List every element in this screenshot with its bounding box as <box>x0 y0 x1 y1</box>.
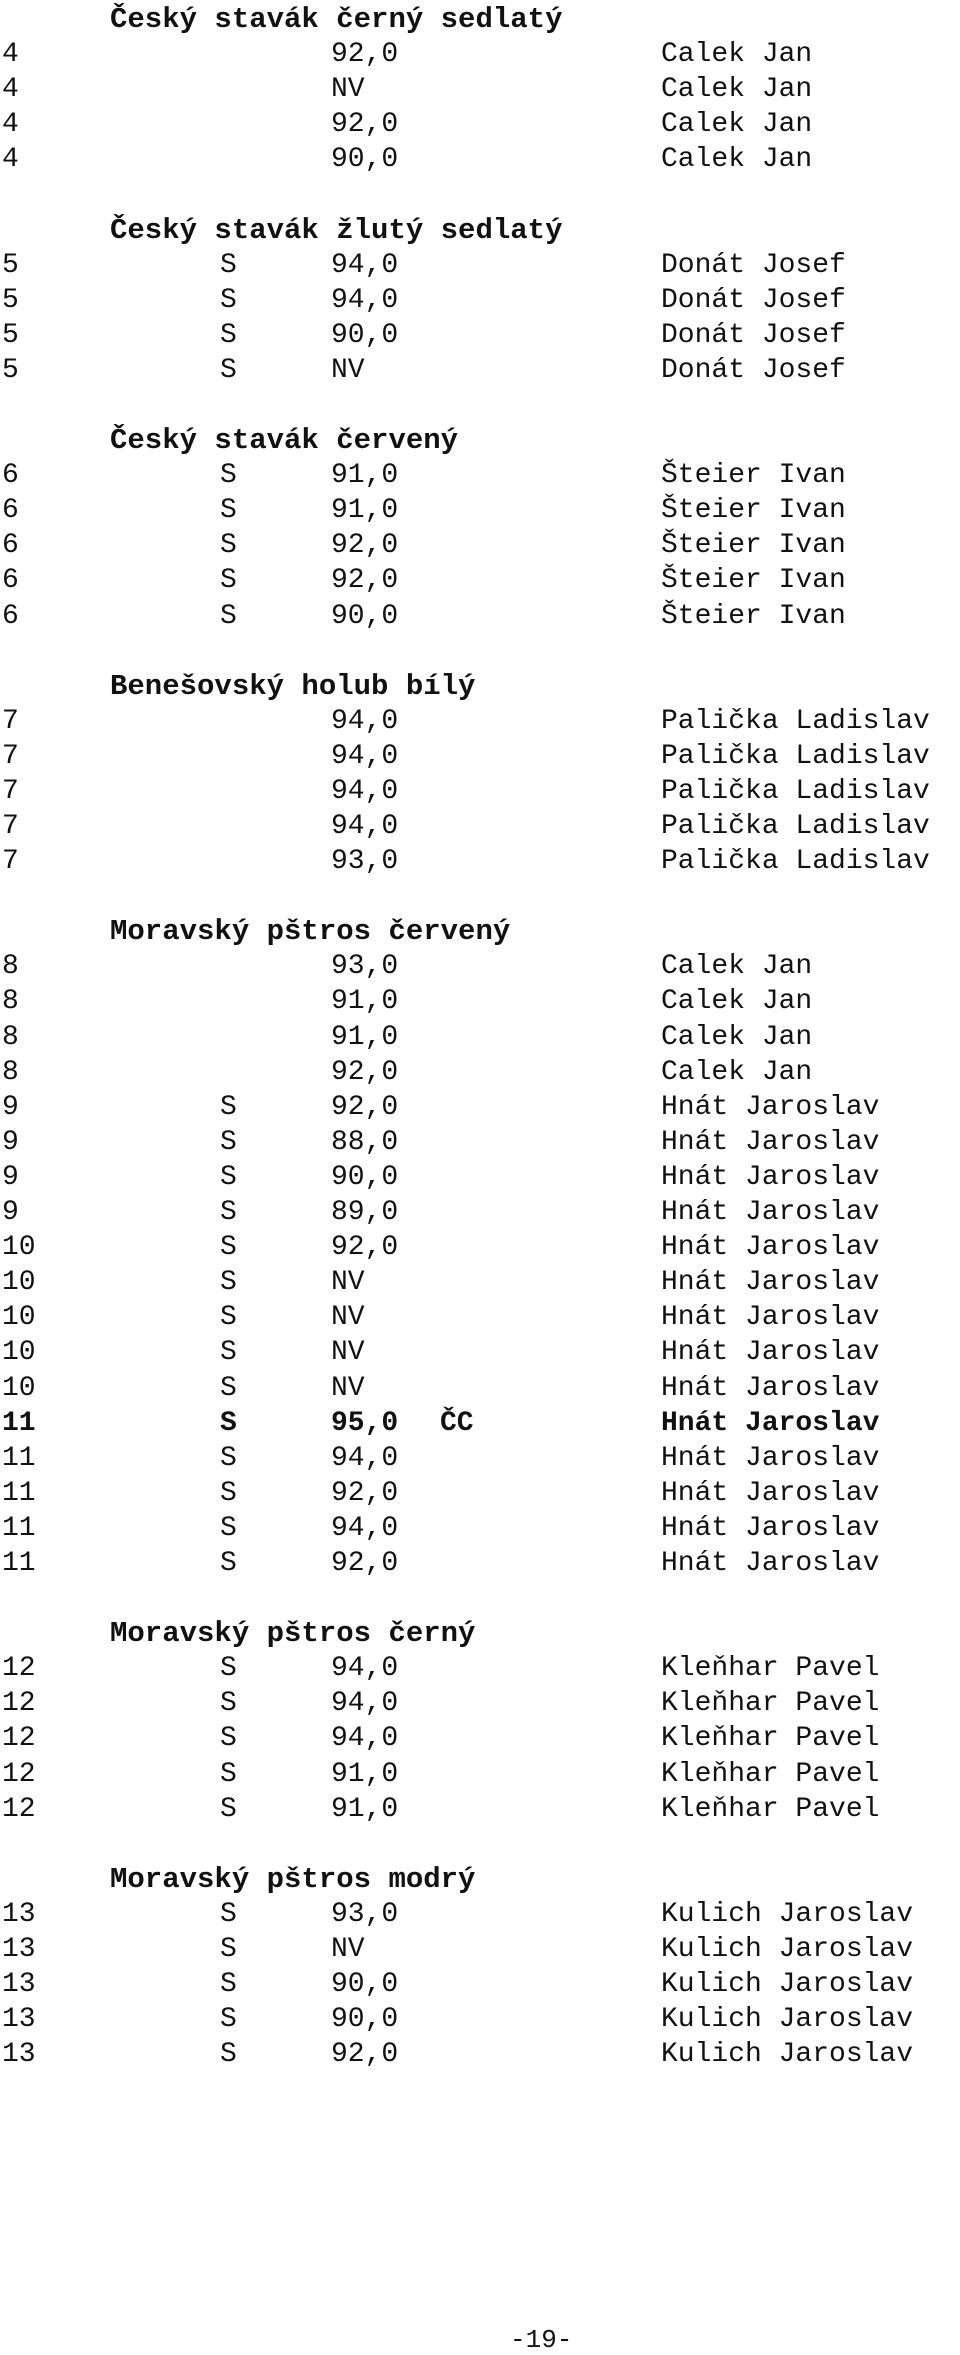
table-row <box>0 565 960 597</box>
col-score: NV <box>331 1933 365 1965</box>
col-number: 6 <box>2 565 19 597</box>
col-number: 13 <box>2 1933 36 1965</box>
col-number: 7 <box>2 811 19 842</box>
col-exhibitor: Kleňhar Pavel <box>661 1688 880 1720</box>
col-exhibitor: Palička Ladislav <box>661 811 930 842</box>
col-exhibitor: Calek Jan <box>661 144 813 176</box>
col-score: 94,0 <box>331 811 399 842</box>
col-exhibitor: Šteier Ivan <box>661 600 846 632</box>
table-row <box>0 530 960 562</box>
col-score: 92,0 <box>331 565 399 597</box>
col-number: 8 <box>2 986 19 1018</box>
col-score: 93,0 <box>331 1898 399 1930</box>
section-heading: Český stavák žlutý sedlatý <box>110 213 563 247</box>
col-s-mark: S <box>220 1688 237 1720</box>
col-score: 92,0 <box>331 1091 399 1123</box>
col-exhibitor: Hnát Jaroslav <box>661 1407 880 1439</box>
col-exhibitor: Donát Josef <box>661 284 846 316</box>
col-s-mark: S <box>220 2039 237 2071</box>
col-exhibitor: Hnát Jaroslav <box>661 1091 880 1123</box>
col-score: 89,0 <box>331 1197 399 1228</box>
col-score: 94,0 <box>331 1512 399 1544</box>
col-s-mark: S <box>220 530 237 562</box>
col-exhibitor: Hnát Jaroslav <box>661 1197 880 1228</box>
col-number: 12 <box>2 1793 36 1825</box>
col-s-mark: S <box>220 1548 237 1579</box>
col-score: NV <box>331 1337 365 1369</box>
section-heading: Benešovský holub bílý <box>110 669 476 703</box>
col-exhibitor: Donát Josef <box>661 249 846 281</box>
col-exhibitor: Kulich Jaroslav <box>661 1933 914 1965</box>
col-exhibitor: Kleňhar Pavel <box>661 1793 880 1825</box>
col-number: 7 <box>2 740 19 772</box>
table-row <box>0 846 960 878</box>
col-exhibitor: Calek Jan <box>661 39 813 71</box>
col-number: 4 <box>2 74 19 106</box>
col-number: 13 <box>2 2039 36 2071</box>
table-row <box>0 1197 960 1229</box>
table-row <box>0 1478 960 1510</box>
table-row <box>0 1899 960 1931</box>
table-row <box>0 1267 960 1299</box>
col-number: 10 <box>2 1372 36 1404</box>
col-score: NV <box>331 354 365 386</box>
col-exhibitor: Kulich Jaroslav <box>661 1969 914 2000</box>
col-number: 13 <box>2 2004 36 2036</box>
col-s-mark: S <box>220 1407 237 1439</box>
col-number: 12 <box>2 1653 36 1685</box>
col-number: 11 <box>2 1442 36 1474</box>
col-score: 94,0 <box>331 1723 399 1755</box>
table-row <box>0 1162 960 1194</box>
table-row <box>0 2004 960 2036</box>
col-exhibitor: Palička Ladislav <box>661 846 930 878</box>
table-row <box>0 74 960 106</box>
col-score: 88,0 <box>331 1126 399 1158</box>
col-number: 7 <box>2 705 19 737</box>
col-score: 91,0 <box>331 1793 399 1825</box>
section-heading: Moravský pštros červený <box>110 915 511 949</box>
table-row <box>0 951 960 983</box>
col-exhibitor: Šteier Ivan <box>661 565 846 597</box>
col-exhibitor: Donát Josef <box>661 319 846 351</box>
col-number: 9 <box>2 1161 19 1193</box>
col-score: 90,0 <box>331 600 399 632</box>
col-number: 5 <box>2 319 19 351</box>
table-row <box>0 1723 960 1755</box>
col-exhibitor: Hnát Jaroslav <box>661 1337 880 1369</box>
col-score: 93,0 <box>331 846 399 878</box>
col-s-mark: S <box>220 1161 237 1193</box>
col-exhibitor: Calek Jan <box>661 74 813 106</box>
section-heading: Český stavák černý sedlatý <box>110 3 563 36</box>
col-score: 90,0 <box>331 144 399 176</box>
table-row <box>0 1688 960 1720</box>
section-heading: Český stavák červený <box>110 424 459 457</box>
col-score: 94,0 <box>331 775 399 807</box>
col-score: 94,0 <box>331 1653 399 1685</box>
col-s-mark: S <box>220 1653 237 1685</box>
col-number: 4 <box>2 39 19 71</box>
table-row <box>0 250 960 282</box>
col-s-mark: S <box>220 319 237 351</box>
col-exhibitor: Kulich Jaroslav <box>661 1898 914 1930</box>
col-score: 94,0 <box>331 1442 399 1474</box>
col-exhibitor: Kulich Jaroslav <box>661 2004 914 2036</box>
table-row <box>0 1057 960 1089</box>
col-s-mark: S <box>220 354 237 386</box>
col-score: 92,0 <box>331 1056 399 1088</box>
table-row <box>0 1548 960 1580</box>
col-score: 91,0 <box>331 460 399 492</box>
col-score: 92,0 <box>331 109 399 141</box>
col-number: 12 <box>2 1688 36 1720</box>
col-score: 92,0 <box>331 39 399 71</box>
col-s-mark: S <box>220 1933 237 1965</box>
table-row <box>0 285 960 317</box>
table-row <box>0 1373 960 1405</box>
col-number: 5 <box>2 249 19 281</box>
col-s-mark: S <box>220 249 237 281</box>
col-number: 13 <box>2 1898 36 1930</box>
page-number: -19- <box>510 2325 573 2355</box>
col-exhibitor: Hnát Jaroslav <box>661 1477 880 1509</box>
col-number: 9 <box>2 1197 19 1228</box>
col-exhibitor: Palička Ladislav <box>661 705 930 737</box>
col-number: 10 <box>2 1337 36 1369</box>
table-row <box>0 601 960 633</box>
section-heading: Moravský pštros modrý <box>110 1862 476 1896</box>
col-score: 91,0 <box>331 495 399 527</box>
col-exhibitor: Šteier Ivan <box>661 495 846 527</box>
col-s-mark: S <box>220 1723 237 1755</box>
col-score: 91,0 <box>331 1021 399 1053</box>
col-score: 91,0 <box>331 1758 399 1790</box>
col-exhibitor: Hnát Jaroslav <box>661 1442 880 1474</box>
col-number: 6 <box>2 600 19 632</box>
table-row <box>0 706 960 738</box>
col-score: 90,0 <box>331 1969 399 2000</box>
col-number: 6 <box>2 460 19 492</box>
col-score: NV <box>331 74 365 106</box>
table-row <box>0 1653 960 1685</box>
table-row <box>0 2039 960 2071</box>
table-row <box>0 1022 960 1054</box>
col-exhibitor: Hnát Jaroslav <box>661 1161 880 1193</box>
col-exhibitor: Hnát Jaroslav <box>661 1302 880 1334</box>
col-number: 6 <box>2 530 19 562</box>
col-score: NV <box>331 1372 365 1404</box>
col-score: 92,0 <box>331 1548 399 1579</box>
col-s-mark: S <box>220 2004 237 2036</box>
table-row <box>0 1127 960 1159</box>
col-exhibitor: Hnát Jaroslav <box>661 1512 880 1544</box>
col-score: 94,0 <box>331 284 399 316</box>
col-number: 11 <box>2 1477 36 1509</box>
col-number: 9 <box>2 1126 19 1158</box>
table-row <box>0 741 960 773</box>
col-s-mark: S <box>220 1126 237 1158</box>
col-exhibitor: Calek Jan <box>661 109 813 141</box>
col-s-mark: S <box>220 1197 237 1228</box>
col-exhibitor: Calek Jan <box>661 1056 813 1088</box>
col-s-mark: S <box>220 1898 237 1930</box>
col-exhibitor: Šteier Ivan <box>661 460 846 492</box>
col-s-mark: S <box>220 1232 237 1264</box>
col-s-mark: S <box>220 460 237 492</box>
col-s-mark: S <box>220 1758 237 1790</box>
table-row <box>0 39 960 71</box>
col-exhibitor: Calek Jan <box>661 1021 813 1053</box>
col-number: 12 <box>2 1758 36 1790</box>
col-s-mark: S <box>220 1969 237 2000</box>
col-score: 91,0 <box>331 986 399 1018</box>
col-s-mark: S <box>220 565 237 597</box>
col-score: 93,0 <box>331 951 399 983</box>
col-s-mark: S <box>220 1267 237 1299</box>
col-exhibitor: Hnát Jaroslav <box>661 1126 880 1158</box>
col-s-mark: S <box>220 1091 237 1123</box>
col-score: 92,0 <box>331 2039 399 2071</box>
table-row <box>0 144 960 176</box>
col-score: 90,0 <box>331 2004 399 2036</box>
col-number: 7 <box>2 775 19 807</box>
col-number: 10 <box>2 1232 36 1264</box>
table-row <box>0 1337 960 1369</box>
col-exhibitor: Kleňhar Pavel <box>661 1653 880 1685</box>
col-number: 11 <box>2 1548 36 1579</box>
table-row <box>0 1092 960 1124</box>
col-number: 4 <box>2 109 19 141</box>
col-number: 5 <box>2 284 19 316</box>
col-s-mark: S <box>220 600 237 632</box>
col-s-mark: S <box>220 1793 237 1825</box>
table-row <box>0 1302 960 1334</box>
col-exhibitor: Hnát Jaroslav <box>661 1372 880 1404</box>
col-exhibitor: Calek Jan <box>661 951 813 983</box>
col-score: 95,0 <box>331 1407 399 1439</box>
col-exhibitor: Donát Josef <box>661 354 846 386</box>
col-number: 11 <box>2 1512 36 1544</box>
col-number: 5 <box>2 354 19 386</box>
col-number: 8 <box>2 1056 19 1088</box>
table-row <box>0 776 960 808</box>
col-number: 8 <box>2 1021 19 1053</box>
col-number: 8 <box>2 951 19 983</box>
col-score: NV <box>331 1267 365 1299</box>
col-s-mark: S <box>220 1477 237 1509</box>
col-s-mark: S <box>220 1337 237 1369</box>
col-number: 10 <box>2 1302 36 1334</box>
col-s-mark: S <box>220 1442 237 1474</box>
col-s-mark: S <box>220 1512 237 1544</box>
col-number: 11 <box>2 1407 36 1439</box>
col-score: 90,0 <box>331 319 399 351</box>
col-exhibitor: Hnát Jaroslav <box>661 1267 880 1299</box>
table-row <box>0 1934 960 1966</box>
col-score: 94,0 <box>331 740 399 772</box>
col-number: 6 <box>2 495 19 527</box>
col-number: 12 <box>2 1723 36 1755</box>
col-number: 7 <box>2 846 19 878</box>
col-score: 94,0 <box>331 705 399 737</box>
table-row <box>0 986 960 1018</box>
col-s-mark: S <box>220 495 237 527</box>
col-exhibitor: Hnát Jaroslav <box>661 1548 880 1579</box>
col-exhibitor: Kleňhar Pavel <box>661 1723 880 1755</box>
table-row <box>0 1232 960 1264</box>
table-row <box>0 1794 960 1826</box>
table-row <box>0 1443 960 1475</box>
col-score: NV <box>331 1302 365 1334</box>
col-exhibitor: Šteier Ivan <box>661 530 846 562</box>
col-score: 94,0 <box>331 249 399 281</box>
col-exhibitor: Kulich Jaroslav <box>661 2039 914 2071</box>
col-s-mark: S <box>220 1372 237 1404</box>
table-row <box>0 811 960 843</box>
col-exhibitor: Palička Ladislav <box>661 740 930 772</box>
col-s-mark: S <box>220 284 237 316</box>
table-row <box>0 1513 960 1545</box>
col-exhibitor: Calek Jan <box>661 986 813 1018</box>
col-exhibitor: Hnát Jaroslav <box>661 1232 880 1264</box>
table-row <box>0 1969 960 2001</box>
col-number: 13 <box>2 1969 36 2000</box>
col-exhibitor: Kleňhar Pavel <box>661 1758 880 1790</box>
col-score: 92,0 <box>331 1232 399 1264</box>
table-row <box>0 355 960 387</box>
table-row <box>0 1408 960 1440</box>
table-row <box>0 320 960 352</box>
col-note: ČC <box>440 1407 474 1439</box>
col-exhibitor: Palička Ladislav <box>661 775 930 807</box>
table-row <box>0 109 960 141</box>
col-score: 94,0 <box>331 1688 399 1720</box>
table-row <box>0 1759 960 1791</box>
col-number: 10 <box>2 1267 36 1299</box>
col-score: 92,0 <box>331 1477 399 1509</box>
section-heading: Moravský pštros černý <box>110 1617 476 1651</box>
col-score: 90,0 <box>331 1161 399 1193</box>
col-score: 92,0 <box>331 530 399 562</box>
table-row <box>0 495 960 527</box>
col-number: 4 <box>2 144 19 176</box>
col-number: 9 <box>2 1091 19 1123</box>
table-row <box>0 460 960 492</box>
col-s-mark: S <box>220 1302 237 1334</box>
